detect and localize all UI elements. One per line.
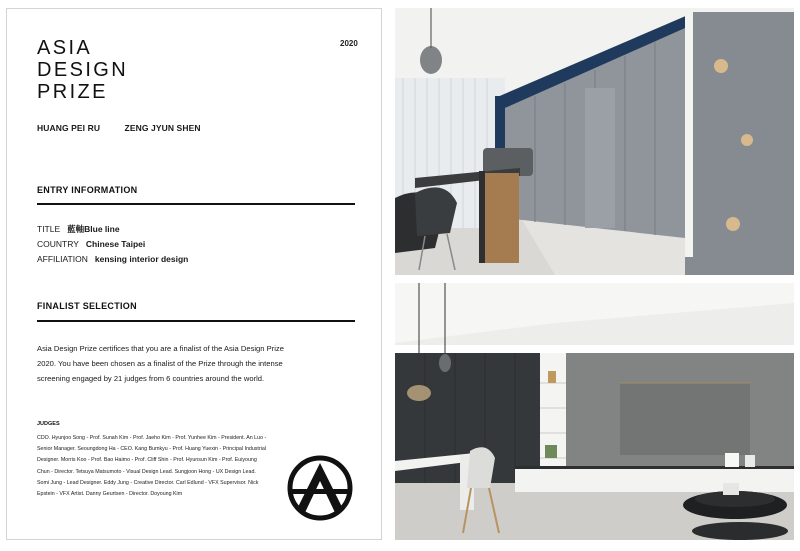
entry-value: 藍軸Blue line <box>67 224 120 234</box>
entry-row-country <box>37 239 145 249</box>
logo-line: DESIGN <box>37 59 129 81</box>
entry-information-heading: ENTRY INFORMATION <box>37 185 138 195</box>
entry-label: AFFILIATION <box>37 254 88 264</box>
entry-value: Chinese Taipei <box>85 239 146 249</box>
designer-name: ZENG JYUN SHEN <box>124 123 201 133</box>
finalist-selection-heading: FINALIST SELECTION <box>37 301 137 311</box>
entry-row-affiliation <box>37 254 188 264</box>
entry-label: TITLE <box>37 224 61 234</box>
asia-design-prize-emblem-icon <box>283 455 357 521</box>
designer-names <box>37 123 223 133</box>
interior-photo-living-room-icon <box>395 283 794 540</box>
judges-list: CDO. Hyunjoo Song - Prof. Sunah Kim - Prof. Jaeho Kim - Prof. Yunhee Kim - President. An Luo - Senior Manager. Seoungdong Ha - CEO. Kang Bumkyu - Prof. Huang Yuexin - Principal Industrial Designer. Morris Koo - Prof. Bao Haimo - Prof. Cliff Shin - Prof. Hyunsun Kim - Prof. Euiyoung Chun - Director. Tetsuya Matsumoto - Visual Design Lead. Sungjoon Hong - UX Design Lead. Somi Jung - Lead Designer. Eddy Jung - Creative Director. Carl Edlund - VFX Supervisor. Nick Epstein - VFX Artist. Danny Geurtsen - Director. Doyoung Kim <box>37 435 267 498</box>
interior-photo-blue-line-wall-icon <box>395 8 794 275</box>
designer-name: HUANG PEI RU <box>37 123 101 133</box>
judges-heading: JUDGES <box>37 421 60 427</box>
entry-label: COUNTRY <box>37 239 79 249</box>
section-divider <box>37 203 355 205</box>
award-year: 2020 <box>340 39 358 48</box>
logo-line: ASIA <box>37 37 93 59</box>
finalist-statement: Asia Design Prize certifices that you are a finalist of the Asia Design Prize 2020. You have been chosen as a finalist of the Prize through the intense screening engaged by 21 judges from 6 countries around the world. <box>37 344 284 383</box>
certificate-panel <box>6 8 382 540</box>
logo-line: PRIZE <box>37 81 108 103</box>
asia-design-prize-logo <box>37 37 128 103</box>
section-divider <box>37 320 355 322</box>
entry-value: kensing interior design <box>94 254 189 264</box>
entry-row-title <box>37 223 120 235</box>
